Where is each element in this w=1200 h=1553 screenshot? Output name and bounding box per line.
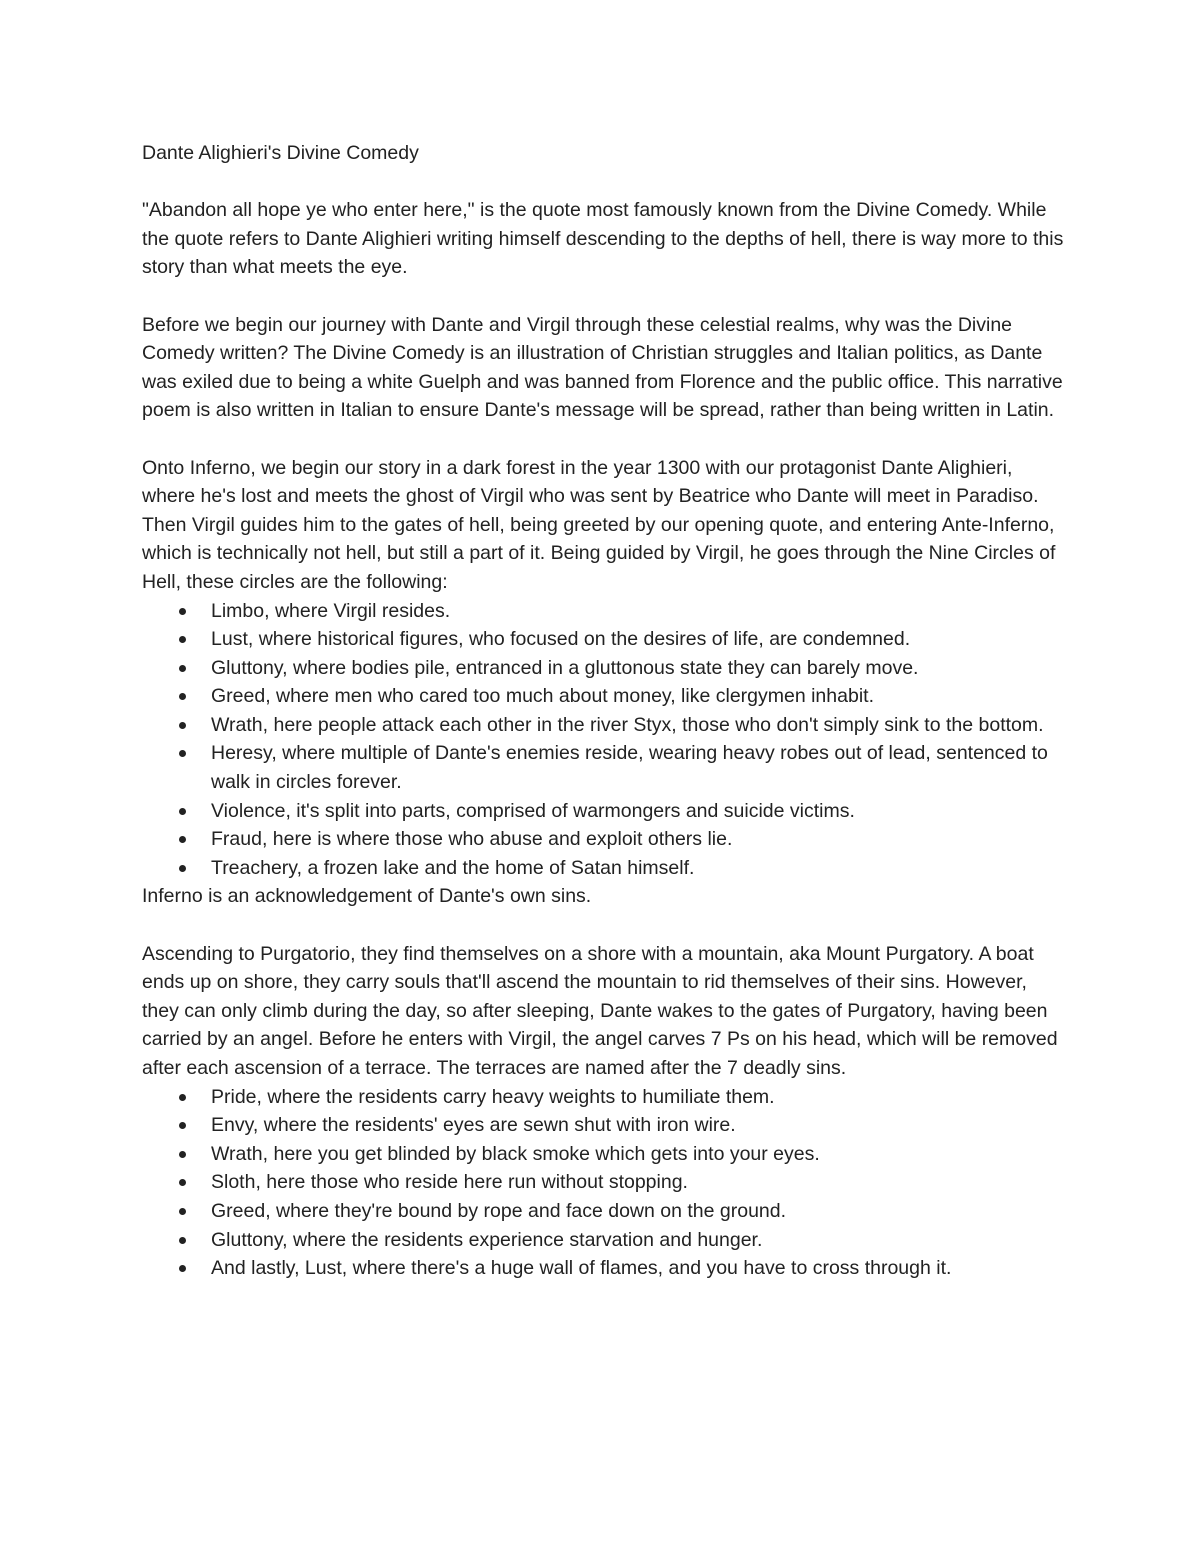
- list-item-text: Gluttony, where the residents experience starvation and hunger.: [211, 1228, 763, 1251]
- list-item: [142, 825, 1067, 854]
- list-item: [142, 1254, 1067, 1283]
- bullet-icon: [179, 665, 186, 672]
- background-paragraph: Before we begin our journey with Dante and Virgil through these celestial realms, why was the Divine Comedy written? The Divine Comedy is an illustration of Christian struggles and Italian politics, as Dante was exiled due to being a white Guelph and was banned from Florence and the public office. This narrative poem is also written in Italian to ensure Dante's message will be spread, rather than being written in Latin.: [142, 313, 1063, 422]
- list-item-text: Sloth, here those who reside here run without stopping.: [211, 1171, 688, 1194]
- list-item-text: Violence, it's split into parts, comprised of warmongers and suicide victims.: [211, 799, 855, 822]
- list-item: [142, 1111, 1067, 1140]
- list-item-text: Envy, where the residents' eyes are sewn shut with iron wire.: [211, 1114, 736, 1137]
- list-item: [142, 1226, 1067, 1255]
- bullet-icon: [179, 1208, 186, 1215]
- list-item: [142, 654, 1067, 683]
- list-item: [142, 854, 1067, 883]
- bullet-icon: [179, 836, 186, 843]
- inferno-outro-paragraph: Inferno is an acknowledgement of Dante's own sins.: [142, 885, 592, 908]
- list-item: [142, 625, 1067, 654]
- purgatorio-terraces-list: [142, 1083, 1067, 1283]
- list-item-text: Wrath, here people attack each other in the river Styx, those who don't simply sink to the bottom.: [211, 713, 1044, 736]
- list-item: [142, 739, 1067, 796]
- bullet-icon: [179, 1179, 186, 1186]
- list-item-text: Treachery, a frozen lake and the home of Satan himself.: [211, 856, 695, 879]
- bullet-icon: [179, 1265, 186, 1272]
- list-item-text: Lust, where historical figures, who focused on the desires of life, are condemned.: [211, 628, 911, 651]
- document-page: [142, 139, 1067, 1283]
- list-item-text: Limbo, where Virgil resides.: [211, 599, 451, 622]
- list-item-text: Greed, where men who cared too much about money, like clergymen inhabit.: [211, 685, 874, 708]
- bullet-icon: [179, 1122, 186, 1129]
- list-item-text: Fraud, here is where those who abuse and exploit others lie.: [211, 828, 733, 851]
- list-item-text: Wrath, here you get blinded by black smoke which gets into your eyes.: [211, 1142, 820, 1165]
- intro-paragraph: "Abandon all hope ye who enter here," is the quote most famously known from the Divine Comedy. While the quote refers to Dante Alighieri writing himself descending to the depths of hell, there is way more to this story than what meets the eye.: [142, 199, 1064, 279]
- inferno-intro-paragraph: Onto Inferno, we begin our story in a dark forest in the year 1300 with our protagonist Dante Alighieri, where he's lost and meets the ghost of Virgil who was sent by Beatrice who Dante will meet in Paradiso. Then Virgil guides him to the gates of hell, being greeted by our opening quote, and entering Ante-Inferno, which is technically not hell, but still a part of it. Being guided by Virgil, he goes through the Nine Circles of Hell, these circles are the following:: [142, 456, 1056, 593]
- bullet-icon: [179, 1151, 186, 1158]
- bullet-icon: [179, 750, 186, 757]
- list-item: [142, 1140, 1067, 1169]
- list-item-text: Gluttony, where bodies pile, entranced in a gluttonous state they can barely move.: [211, 656, 919, 679]
- list-item: [142, 711, 1067, 740]
- bullet-icon: [179, 808, 186, 815]
- paragraph-gap: [142, 168, 1067, 197]
- paragraph-gap: [142, 425, 1067, 454]
- bullet-icon: [179, 693, 186, 700]
- list-item-text: And lastly, Lust, where there's a huge wall of flames, and you have to cross through it.: [211, 1257, 952, 1280]
- bullet-icon: [179, 865, 186, 872]
- bullet-icon: [179, 636, 186, 643]
- list-item: [142, 597, 1067, 626]
- bullet-icon: [179, 722, 186, 729]
- list-item: [142, 682, 1067, 711]
- list-item-text: Pride, where the residents carry heavy weights to humiliate them.: [211, 1085, 775, 1108]
- bullet-icon: [179, 608, 186, 615]
- list-item: [142, 1168, 1067, 1197]
- bullet-icon: [179, 1237, 186, 1244]
- purgatorio-intro-paragraph: Ascending to Purgatorio, they find themselves on a shore with a mountain, aka Mount Purgatory. A boat ends up on shore, they carry souls that'll ascend the mountain to rid themselves of their sins. However, they can only climb during the day, so after sleeping, Dante wakes to the gates of Purgatory, having been carried by an angel. Before he enters with Virgil, the angel carves 7 Ps on his head, which will be removed after each ascension of a terrace. The terraces are named after the 7 deadly sins.: [142, 942, 1058, 1079]
- list-item: [142, 797, 1067, 826]
- list-item-text: Greed, where they're bound by rope and face down on the ground.: [211, 1199, 787, 1222]
- paragraph-gap: [142, 911, 1067, 940]
- inferno-circles-list: [142, 597, 1067, 883]
- document-title: Dante Alighieri's Divine Comedy: [142, 142, 419, 164]
- paragraph-gap: [142, 282, 1067, 311]
- list-item-text: Heresy, where multiple of Dante's enemies reside, wearing heavy robes out of lead, sentenced to walk in circles forever.: [211, 742, 1048, 794]
- list-item: [142, 1083, 1067, 1112]
- list-item: [142, 1197, 1067, 1226]
- bullet-icon: [179, 1094, 186, 1101]
